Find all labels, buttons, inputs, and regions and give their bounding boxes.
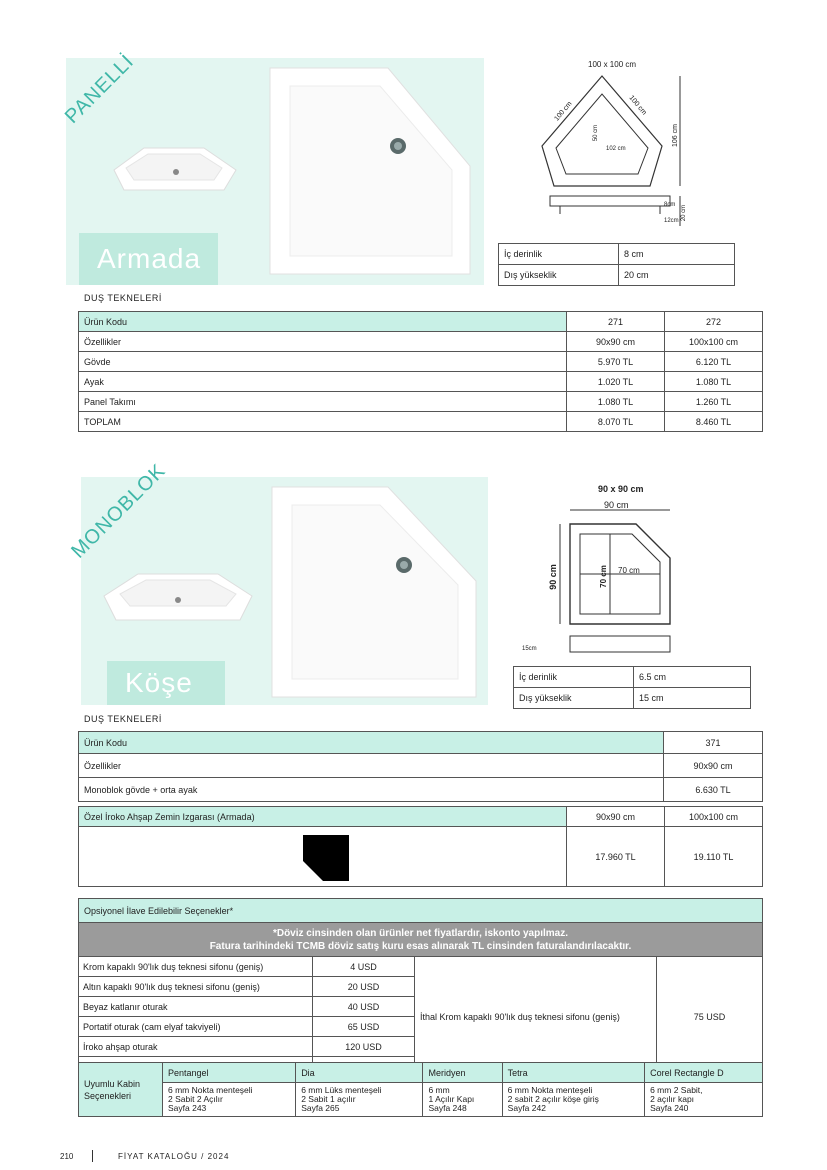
iroko-price: 17.960 TL <box>567 827 665 887</box>
imported-option-price: 75 USD <box>657 957 763 1077</box>
cabin-page: Sayfa 240 <box>650 1103 689 1113</box>
table-row <box>79 1083 763 1117</box>
cabin-page: Sayfa 242 <box>507 1103 546 1113</box>
spec-value: 20 cm <box>619 265 735 286</box>
armada-diagram-d1: 8cm <box>664 202 676 208</box>
row-label: Gövde <box>79 352 567 372</box>
armada-diagram-d2: 12cm <box>664 218 679 224</box>
cabin-line: 6 mm 2 Sabit, <box>650 1085 703 1095</box>
table-row <box>79 372 763 392</box>
table-row <box>79 312 763 332</box>
options-title: Opsiyonel İlave Edilebilir Seçenekler* <box>79 899 763 923</box>
cabin-line: 6 mm Lüks menteşeli <box>301 1085 382 1095</box>
armada-spec-table <box>498 243 735 286</box>
cabin-details <box>423 1083 502 1117</box>
armada-tray-image <box>268 66 476 278</box>
cabin-page: Sayfa 243 <box>168 1103 207 1113</box>
spec-row <box>499 265 735 286</box>
row-value: 1.260 TL <box>665 392 763 412</box>
kose-diagram-side: 15cm <box>522 646 537 652</box>
kose-price-table <box>78 731 763 802</box>
footer-page-number: 210 <box>60 1152 74 1161</box>
kose-corner-tub-image <box>98 570 258 626</box>
row-value: 1.080 TL <box>665 372 763 392</box>
cabin-line: 2 açılır kapı <box>650 1094 695 1104</box>
spec-value: 6.5 cm <box>634 667 751 688</box>
row-label: Monoblok gövde + orta ayak <box>79 778 664 802</box>
cabin-line: 1 Açılır Kapı <box>428 1094 475 1104</box>
iroko-image-cell <box>79 827 567 887</box>
option-label: Portatif oturak (cam elyaf takviyeli) <box>79 1017 313 1037</box>
option-price: 65 USD <box>313 1017 415 1037</box>
option-label: Altın kapaklı 90'lık duş teknesi sifonu (geniş) <box>79 977 313 997</box>
row-value: 1.080 TL <box>567 392 665 412</box>
iroko-price: 19.110 TL <box>665 827 763 887</box>
iroko-size: 100x100 cm <box>665 807 763 827</box>
option-label: İroko ahşap oturak <box>79 1037 313 1057</box>
kose-diagram-inner-w: 70 cm <box>618 566 640 575</box>
cabin-page: Sayfa 248 <box>428 1103 467 1113</box>
table-row <box>79 1063 763 1083</box>
iroko-grate-image <box>301 833 351 883</box>
options-notice <box>79 923 763 957</box>
imported-option-label: İthal Krom kapaklı 90'lık duş teknesi sifonu (geniş) <box>415 957 657 1077</box>
spec-row <box>514 667 751 688</box>
kose-section-title: DUŞ TEKNELERİ <box>84 714 162 724</box>
row-value: 6.630 TL <box>664 778 763 802</box>
table-header-code: 272 <box>665 312 763 332</box>
spec-row <box>499 244 735 265</box>
option-label: Beyaz katlanır oturak <box>79 997 313 1017</box>
table-row <box>79 412 763 432</box>
kose-diagram-inner-h: 70 cm <box>598 565 608 588</box>
kose-spec-table <box>513 666 751 709</box>
iroko-size: 90x90 cm <box>567 807 665 827</box>
kose-diagram-top: 90 x 90 cm <box>598 484 644 494</box>
row-value: 8.070 TL <box>567 412 665 432</box>
footer-text: FİYAT KATALOĞU / 2024 <box>118 1152 230 1161</box>
footer-divider <box>92 1150 93 1162</box>
armada-diagram-side-b: 100 cm <box>627 94 648 117</box>
cabin-details <box>645 1083 763 1117</box>
kose-name: Köşe <box>107 661 225 705</box>
row-label: TOPLAM <box>79 412 567 432</box>
kose-diagram-height: 90 cm <box>547 564 558 590</box>
table-row <box>79 352 763 372</box>
table-header-code: 371 <box>664 732 763 754</box>
row-label: Özellikler <box>79 332 567 352</box>
options-table <box>78 898 763 1077</box>
table-header-code: 271 <box>567 312 665 332</box>
armada-diagram-height: 106 cm <box>671 124 679 147</box>
armada-vertical-label: PANELLİ <box>60 50 139 128</box>
armada-diagram-top: 100 x 100 cm <box>588 60 637 69</box>
armada-diagram-d3: 20 cm <box>681 204 688 222</box>
spec-value: 15 cm <box>634 688 751 709</box>
cabin-line: 6 mm Nokta menteşeli <box>507 1085 593 1095</box>
table-row <box>79 827 763 887</box>
table-row <box>79 754 763 778</box>
table-header-label: Ürün Kodu <box>79 732 664 754</box>
table-row <box>79 957 763 977</box>
iroko-table <box>78 806 763 887</box>
cabins-table <box>78 1062 763 1117</box>
table-row <box>79 732 763 754</box>
option-price: 40 USD <box>313 997 415 1017</box>
row-label: Özellikler <box>79 754 664 778</box>
table-row <box>79 332 763 352</box>
options-notice-2: Fatura tarihindeki TCMB döviz satış kuru esas alınarak TL cinsinden faturalandırılacaktır. <box>209 940 632 952</box>
armada-section-title: DUŞ TEKNELERİ <box>84 293 162 303</box>
option-price: 20 USD <box>313 977 415 997</box>
spec-label: İç derinlik <box>499 244 619 265</box>
cabin-details <box>163 1083 296 1117</box>
options-notice-1: *Döviz cinsinden olan ürünler net fiyatlardır, iskonto yapılmaz. <box>272 927 569 939</box>
row-value: 100x100 cm <box>665 332 763 352</box>
cabin-name: Dia <box>296 1063 423 1083</box>
row-value: 1.020 TL <box>567 372 665 392</box>
spec-label: Dış yükseklik <box>499 265 619 286</box>
kose-diagram-width: 90 cm <box>604 500 629 510</box>
cabin-page: Sayfa 265 <box>301 1103 340 1113</box>
spec-label: İç derinlik <box>514 667 634 688</box>
table-row <box>79 778 763 802</box>
armada-diagram-inner-w: 102 cm <box>606 146 626 152</box>
armada-price-table <box>78 311 763 432</box>
table-row <box>79 392 763 412</box>
cabin-line: 2 sabit 2 açılır köşe giriş <box>507 1094 599 1104</box>
row-value: 90x90 cm <box>664 754 763 778</box>
cabin-details <box>296 1083 423 1117</box>
cabin-line: 6 mm Nokta menteşeli <box>168 1085 253 1095</box>
armada-diagram-side-a: 100 cm <box>553 100 574 123</box>
cabins-title: Uyumlu Kabin Seçenekleri <box>79 1063 163 1117</box>
spec-label: Dış yükseklik <box>514 688 634 709</box>
option-price: 120 USD <box>313 1037 415 1057</box>
cabin-line: 2 Sabit 2 Açılır <box>168 1094 223 1104</box>
option-label: Krom kapaklı 90'lık duş teknesi sifonu (geniş) <box>79 957 313 977</box>
armada-corner-tub-image <box>104 140 244 200</box>
armada-diagram-inner-h: 50 cm <box>593 124 600 142</box>
option-price: 4 USD <box>313 957 415 977</box>
table-row <box>79 899 763 923</box>
armada-name: Armada <box>79 233 218 285</box>
kose-tray-image <box>270 485 480 700</box>
row-value: 8.460 TL <box>665 412 763 432</box>
spec-value: 8 cm <box>619 244 735 265</box>
cabin-details <box>502 1083 644 1117</box>
cabin-line: 6 mm <box>428 1085 450 1095</box>
table-header-label: Ürün Kodu <box>79 312 567 332</box>
cabin-name: Tetra <box>502 1063 644 1083</box>
cabin-name: Meridyen <box>423 1063 502 1083</box>
kose-dimension-diagram <box>540 500 690 660</box>
row-label: Panel Takımı <box>79 392 567 412</box>
kose-vertical-label: MONOBLOK <box>67 459 171 563</box>
cabin-name: Corel Rectangle D <box>645 1063 763 1083</box>
iroko-label: Özel İroko Ahşap Zemin Izgarası (Armada) <box>79 807 567 827</box>
table-row <box>79 807 763 827</box>
spec-row <box>514 688 751 709</box>
row-value: 6.120 TL <box>665 352 763 372</box>
row-value: 90x90 cm <box>567 332 665 352</box>
row-label: Ayak <box>79 372 567 392</box>
table-row <box>79 923 763 957</box>
cabin-name: Pentangel <box>163 1063 296 1083</box>
cabin-line: 2 Sabit 1 açılır <box>301 1094 356 1104</box>
row-value: 5.970 TL <box>567 352 665 372</box>
